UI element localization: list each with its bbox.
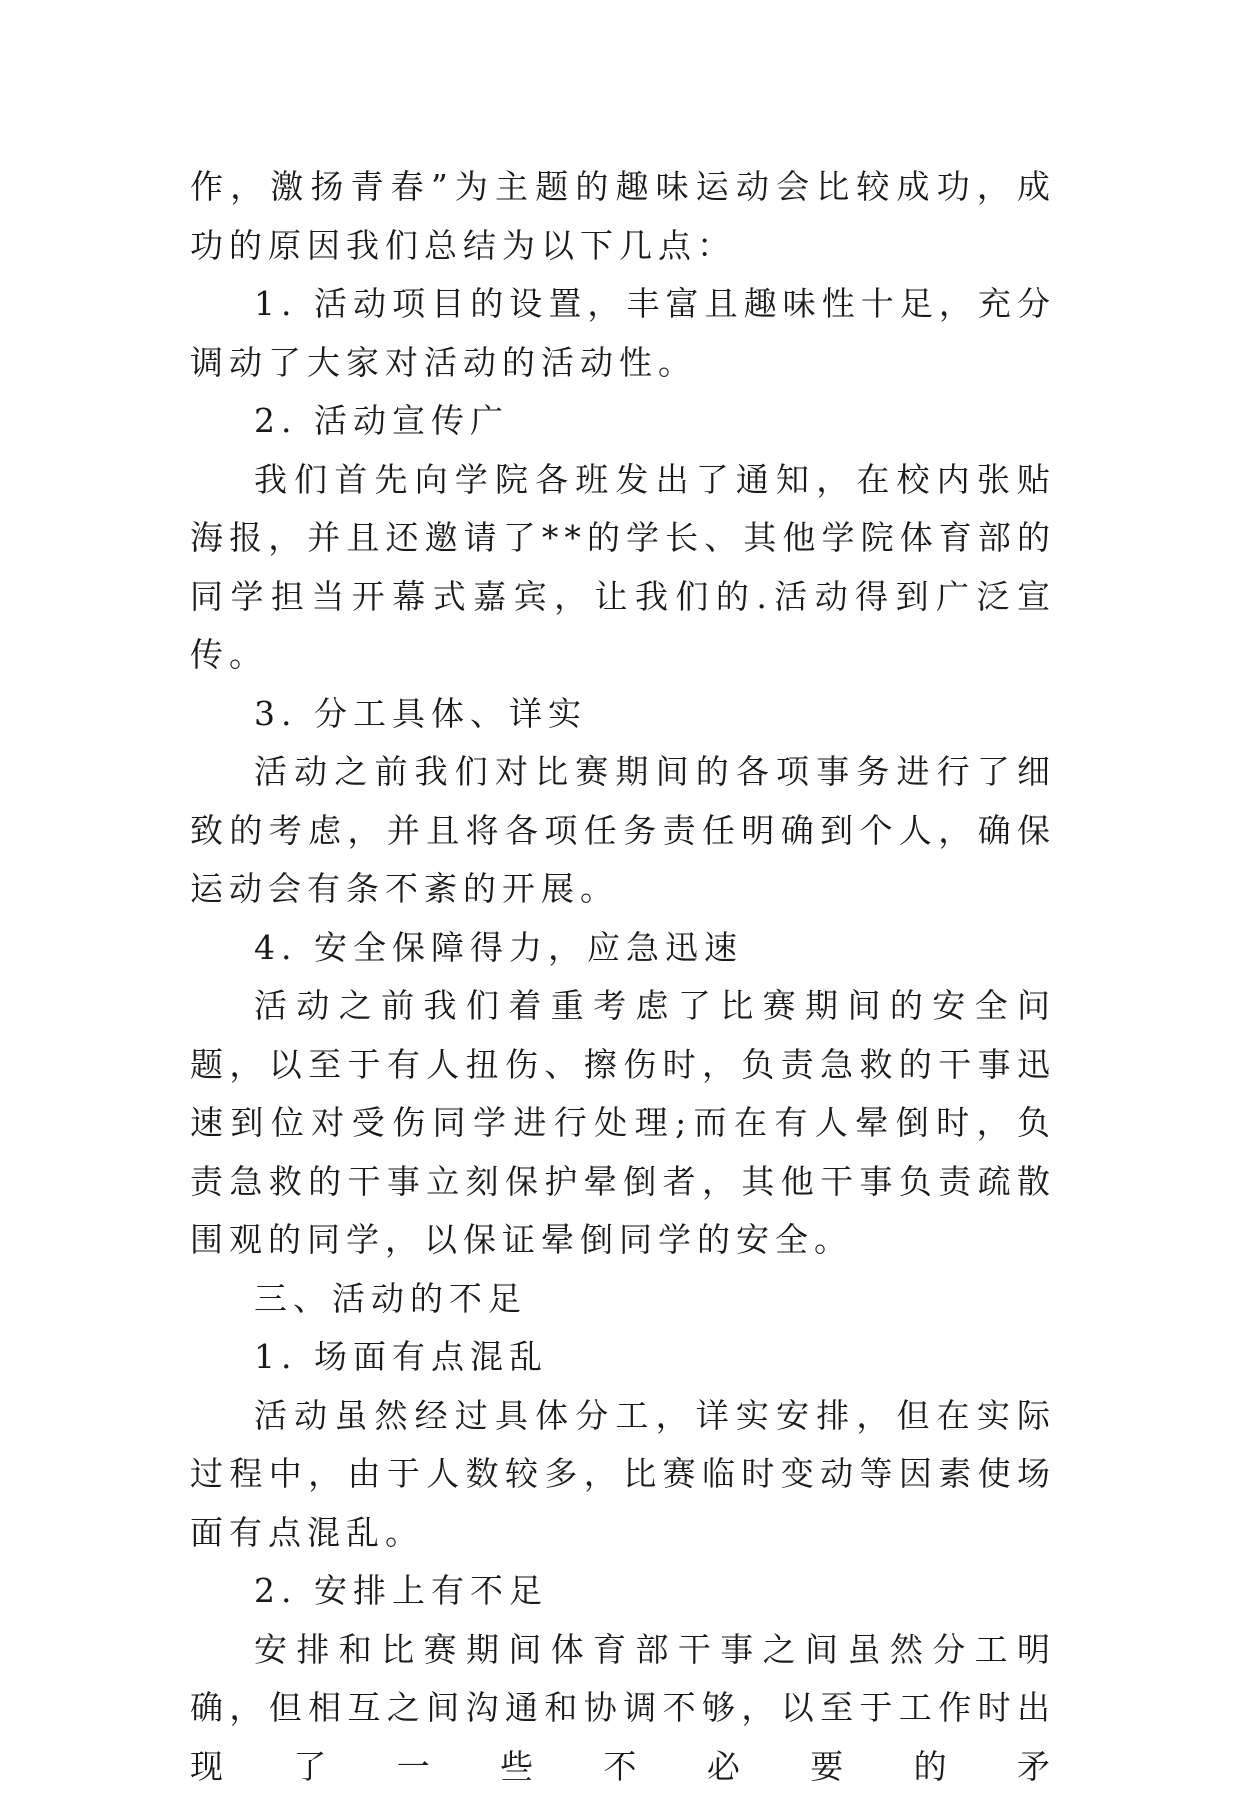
document-body bbox=[190, 158, 1056, 1796]
paragraph-13: 安排和比赛期间体育部干事之间虽然分工明确，但相互之间沟通和协调不够，以至于工作时出现了一些不必要的矛 bbox=[190, 1621, 1056, 1796]
paragraph-10: 1. 场面有点混乱 bbox=[190, 1328, 1056, 1387]
paragraph-3: 2. 活动宣传广 bbox=[190, 392, 1056, 451]
paragraph-5: 3. 分工具体、详实 bbox=[190, 685, 1056, 744]
paragraph-7: 4. 安全保障得力，应急迅速 bbox=[190, 919, 1056, 978]
paragraph-12: 2. 安排上有不足 bbox=[190, 1562, 1056, 1621]
paragraph-6: 活动之前我们对比赛期间的各项事务进行了细致的考虑，并且将各项任务责任明确到个人，确保运动会有条不紊的开展。 bbox=[190, 743, 1056, 919]
paragraph-2: 1. 活动项目的设置，丰富且趣味性十足，充分调动了大家对活动的活动性。 bbox=[190, 275, 1056, 392]
paragraph-4: 我们首先向学院各班发出了通知，在校内张贴海报，并且还邀请了**的学长、其他学院体育部的同学担当开幕式嘉宾，让我们的.活动得到广泛宣传。 bbox=[190, 451, 1056, 685]
paragraph-11: 活动虽然经过具体分工，详实安排，但在实际过程中，由于人数较多，比赛临时变动等因素使场面有点混乱。 bbox=[190, 1387, 1056, 1563]
paragraph-9: 三、活动的不足 bbox=[190, 1270, 1056, 1329]
paragraph-1: 作，激扬青春”为主题的趣味运动会比较成功，成功的原因我们总结为以下几点： bbox=[190, 158, 1056, 275]
paragraph-8: 活动之前我们着重考虑了比赛期间的安全问题，以至于有人扭伤、擦伤时，负责急救的干事迅速到位对受伤同学进行处理;而在有人晕倒时，负责急救的干事立刻保护晕倒者，其他干事负责疏散围观的同学，以保证晕倒同学的安全。 bbox=[190, 977, 1056, 1270]
